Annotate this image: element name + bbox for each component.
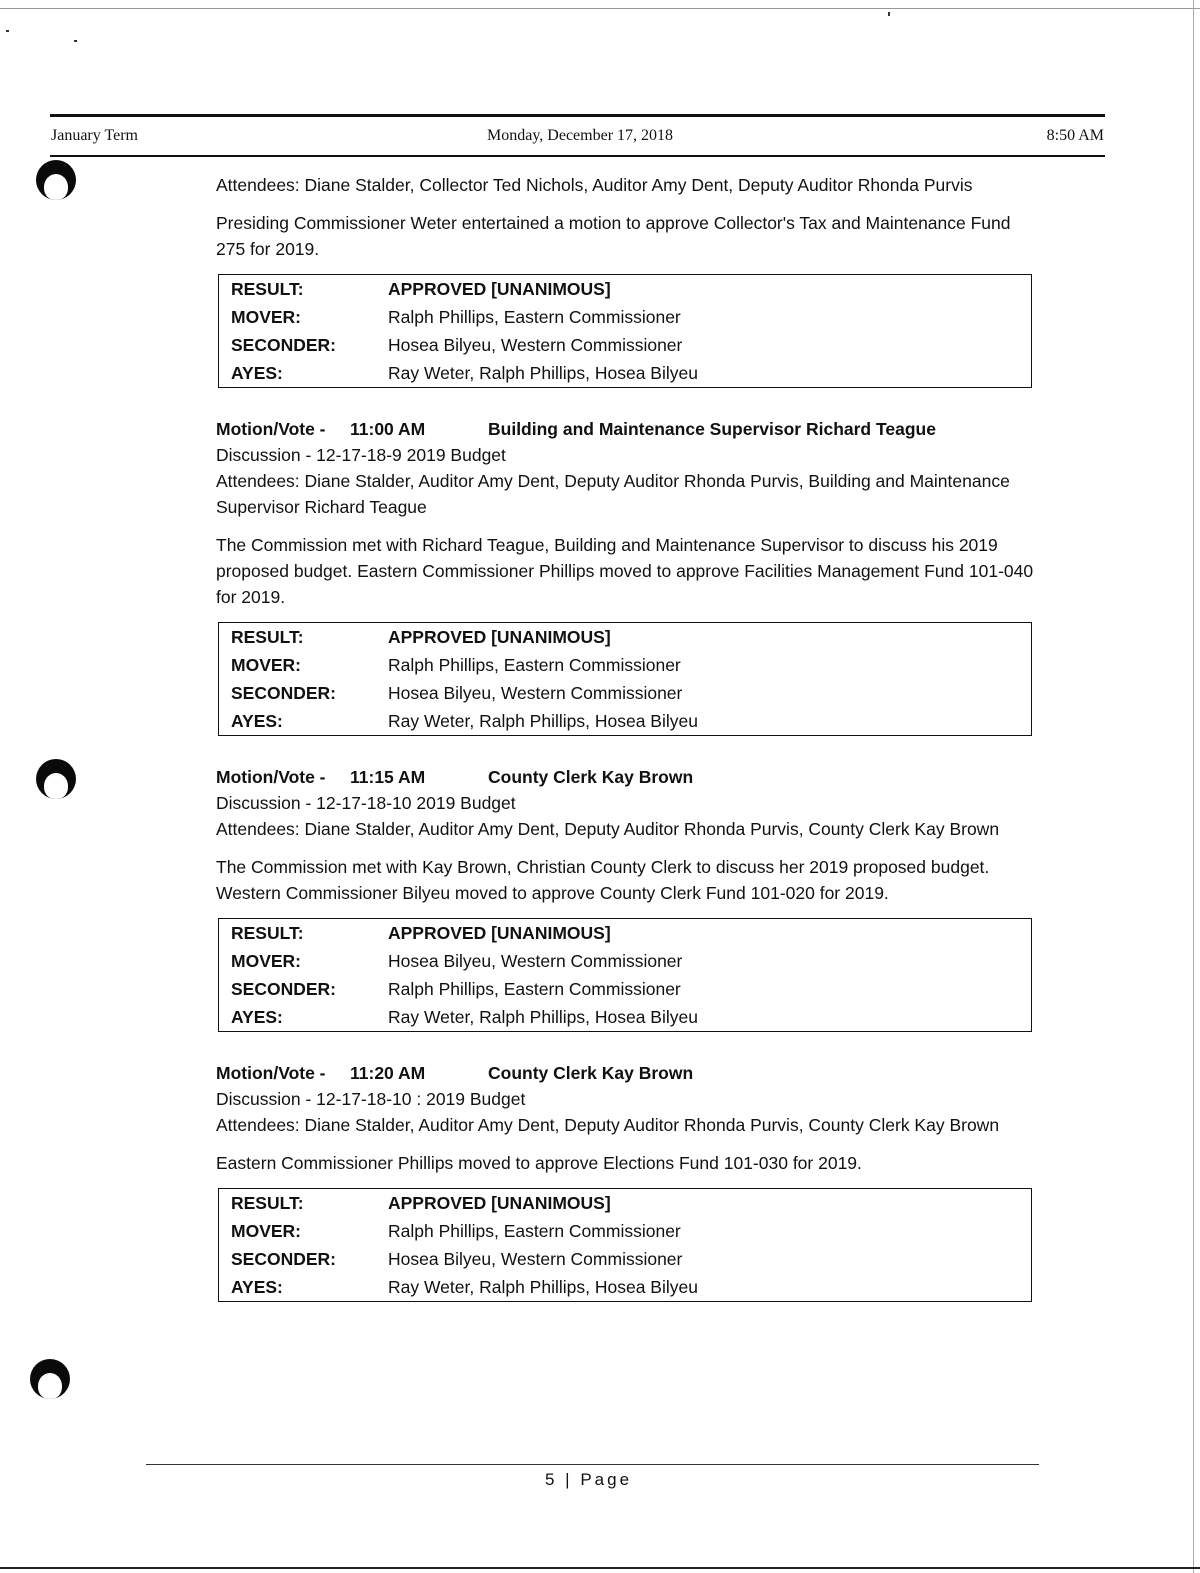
mover-value: Ralph Phillips, Eastern Commissioner: [388, 1220, 681, 1241]
attendees-text: Attendees: Diane Stalder, Auditor Amy Dent, Deputy Auditor Rhonda Purvis, County Clerk Kay Brown: [216, 1115, 1000, 1135]
ayes-label: AYES:: [231, 710, 283, 731]
result-value: APPROVED [UNANIMOUS]: [388, 626, 611, 647]
seconder-label: SECONDER:: [231, 334, 337, 355]
mover-label: MOVER:: [231, 1220, 301, 1241]
seconder-label: SECONDER:: [231, 1248, 337, 1269]
seconder-label: SECONDER:: [231, 682, 337, 703]
motion-heading-label: Motion/Vote -: [216, 767, 326, 787]
vote-table: [218, 918, 1032, 1032]
motion-title: Building and Maintenance Supervisor Richard Teague: [488, 419, 936, 439]
ayes-label: AYES:: [231, 362, 283, 383]
result-value: APPROVED [UNANIMOUS]: [388, 1192, 611, 1213]
motion-text: Eastern Commissioner Phillips moved to approve Elections Fund 101-030 for 2019.: [216, 1153, 862, 1173]
discussion-text: Discussion - 12-17-18-10 2019 Budget: [216, 793, 516, 813]
page-number: 5 | Page: [545, 1470, 633, 1489]
motion-title: County Clerk Kay Brown: [488, 1063, 694, 1083]
punch-hole: [36, 160, 76, 200]
ayes-value: Ray Weter, Ralph Phillips, Hosea Bilyeu: [388, 1276, 698, 1297]
motion-text: The Commission met with Richard Teague, Building and Maintenance Supervisor to discuss his 2019 proposed budget. Eastern Commissioner Phillips moved to approve Facilities Management Fund 101-040 for 2019.: [216, 535, 1034, 607]
punch-hole: [36, 759, 76, 799]
vote-row-mover: [219, 947, 1032, 975]
result-label: RESULT:: [231, 922, 304, 943]
discussion-text: Discussion - 12-17-18-10 : 2019 Budget: [216, 1089, 526, 1109]
motion-heading: [216, 416, 1036, 442]
vote-row-result: [219, 275, 1032, 304]
seconder-value: Hosea Bilyeu, Western Commissioner: [388, 1248, 683, 1269]
result-label: RESULT:: [231, 278, 304, 299]
motion-title: County Clerk Kay Brown: [488, 767, 694, 787]
scan-speck: [6, 30, 9, 32]
motion-heading: [216, 1060, 1036, 1086]
ayes-value: Ray Weter, Ralph Phillips, Hosea Bilyeu: [388, 710, 698, 731]
ayes-label: AYES:: [231, 1276, 283, 1297]
punch-hole: [30, 1359, 70, 1399]
scan-top-edge: [0, 8, 1200, 9]
motion-text: The Commission met with Kay Brown, Christian County Clerk to discuss her 2019 proposed budget. Western Commissioner Bilyeu moved to approve County Clerk Fund 101-020 for 2019.: [216, 857, 990, 903]
attendees-text: Attendees: Diane Stalder, Collector Ted Nichols, Auditor Amy Dent, Deputy Auditor Rhonda Purvis: [216, 175, 973, 195]
vote-row-seconder: [219, 679, 1032, 707]
header-rule: [50, 114, 1105, 117]
seconder-label: SECONDER:: [231, 978, 337, 999]
vote-table: [218, 1188, 1032, 1302]
mover-label: MOVER:: [231, 654, 301, 675]
motion-time: 11:00 AM: [350, 419, 426, 439]
minutes-body: [216, 172, 1036, 1330]
motion-heading-label: Motion/Vote -: [216, 1063, 326, 1083]
mover-value: Ralph Phillips, Eastern Commissioner: [388, 654, 681, 675]
scan-right-edge: [1193, 0, 1194, 1573]
scan-speck: [888, 12, 890, 16]
motion-heading: [216, 764, 1036, 790]
vote-row-seconder: [219, 331, 1032, 359]
seconder-value: Hosea Bilyeu, Western Commissioner: [388, 334, 683, 355]
vote-row-seconder: [219, 975, 1032, 1003]
header-date: Monday, December 17, 2018: [487, 127, 674, 144]
vote-row-result: [219, 1189, 1032, 1218]
result-label: RESULT:: [231, 1192, 304, 1213]
vote-row-result: [219, 919, 1032, 948]
mover-label: MOVER:: [231, 306, 301, 327]
scan-bottom-edge: [0, 1567, 1200, 1569]
scan-speck: [74, 40, 77, 42]
attendees-text: Attendees: Diane Stalder, Auditor Amy Dent, Deputy Auditor Rhonda Purvis, Building and Maintenance Supervisor Richard Teague: [216, 471, 1010, 517]
result-value: APPROVED [UNANIMOUS]: [388, 922, 611, 943]
motion-time: 11:20 AM: [350, 1063, 426, 1083]
vote-table: [218, 274, 1032, 388]
ayes-label: AYES:: [231, 1006, 283, 1027]
vote-table: [218, 622, 1032, 736]
vote-row-ayes: [219, 707, 1032, 736]
seconder-value: Ralph Phillips, Eastern Commissioner: [388, 978, 681, 999]
discussion-text: Discussion - 12-17-18-9 2019 Budget: [216, 445, 506, 465]
result-value: APPROVED [UNANIMOUS]: [388, 278, 611, 299]
header-time: 8:50 AM: [1046, 127, 1104, 144]
vote-row-mover: [219, 303, 1032, 331]
result-label: RESULT:: [231, 626, 304, 647]
mover-value: Ralph Phillips, Eastern Commissioner: [388, 306, 681, 327]
header-rule: [50, 155, 1105, 157]
seconder-value: Hosea Bilyeu, Western Commissioner: [388, 682, 683, 703]
footer-rule: [146, 1464, 1039, 1465]
vote-row-seconder: [219, 1245, 1032, 1273]
vote-row-ayes: [219, 1273, 1032, 1302]
motion-heading-label: Motion/Vote -: [216, 419, 326, 439]
vote-row-mover: [219, 651, 1032, 679]
ayes-value: Ray Weter, Ralph Phillips, Hosea Bilyeu: [388, 362, 698, 383]
attendees-text: Attendees: Diane Stalder, Auditor Amy Dent, Deputy Auditor Rhonda Purvis, County Clerk Kay Brown: [216, 819, 1000, 839]
vote-row-ayes: [219, 359, 1032, 388]
vote-row-mover: [219, 1217, 1032, 1245]
vote-row-result: [219, 623, 1032, 652]
mover-value: Hosea Bilyeu, Western Commissioner: [388, 950, 683, 971]
vote-row-ayes: [219, 1003, 1032, 1032]
header-term: January Term: [51, 127, 138, 144]
ayes-value: Ray Weter, Ralph Phillips, Hosea Bilyeu: [388, 1006, 698, 1027]
mover-label: MOVER:: [231, 950, 301, 971]
motion-text: Presiding Commissioner Weter entertained a motion to approve Collector's Tax and Maintenance Fund 275 for 2019.: [216, 213, 1011, 259]
motion-time: 11:15 AM: [350, 767, 426, 787]
